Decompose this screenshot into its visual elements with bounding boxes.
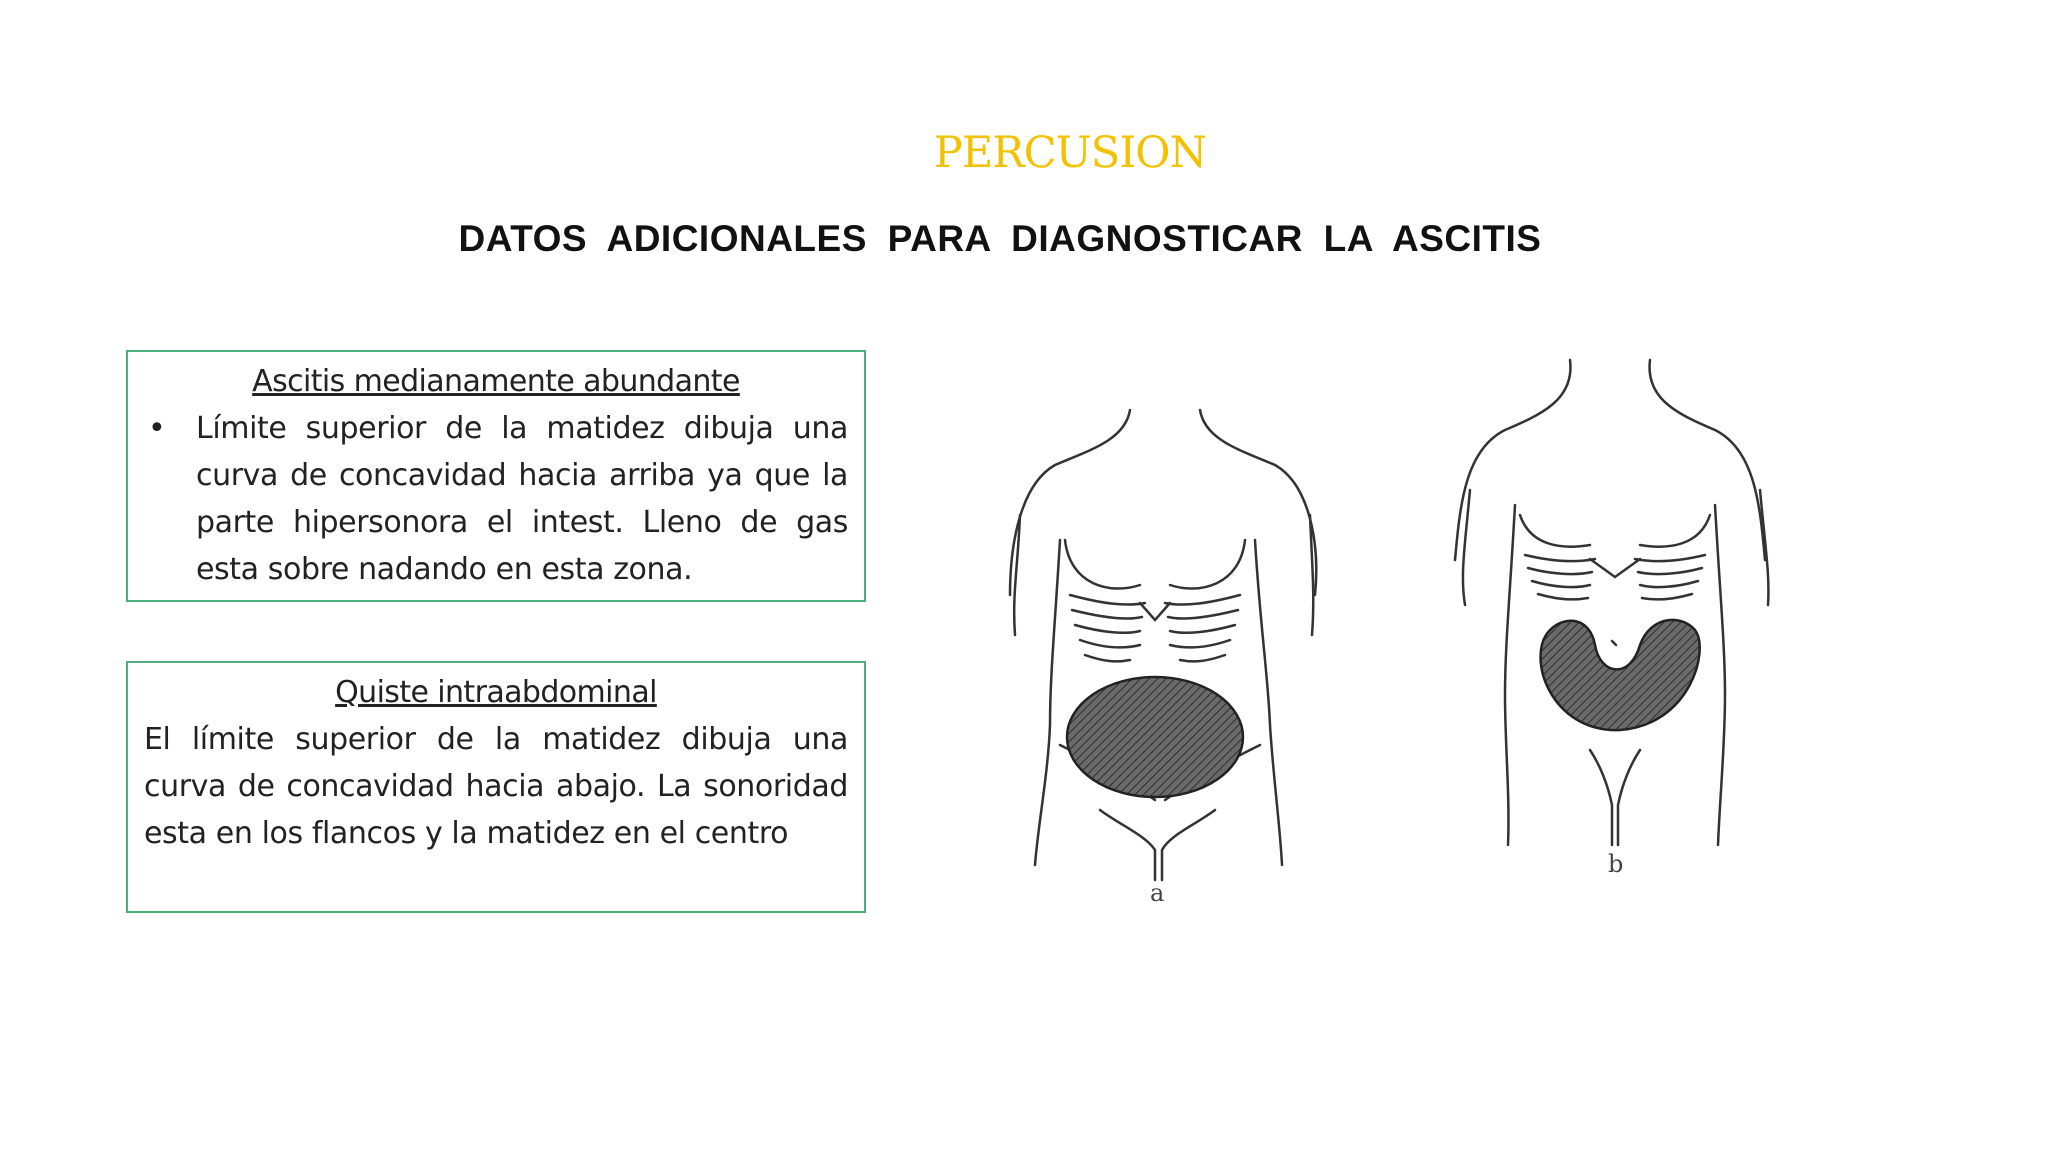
percussion-illustration (990, 345, 1830, 920)
figure-label-b: b (1608, 850, 1624, 878)
figure-label-a: a (1150, 879, 1165, 907)
ascitis-heading: Ascitis medianamente abundante (252, 364, 740, 399)
quiste-description: El límite superior de la matidez dibuja una curva de concavidad hacia abajo. La sonoridad esta en los flancos y la matidez en el centro (144, 722, 848, 851)
bullet-icon: • (148, 411, 166, 446)
ascitis-description: Límite superior de la matidez dibuja una curva de concavidad hacia arriba ya que la parte hipersonora el intest. Lleno de gas esta sobre nadando en esta zona. (196, 411, 848, 587)
torso-figure-a (1010, 410, 1316, 880)
quiste-heading: Quiste intraabdominal (335, 675, 657, 710)
quiste-box (126, 661, 866, 913)
ascitis-box (126, 350, 866, 602)
dullness-area-b (1541, 620, 1700, 730)
slide-title: PERCUSION (933, 128, 1207, 178)
torso-figure-b (1455, 360, 1768, 845)
dullness-area-a (1067, 677, 1243, 797)
slide-subtitle: DATOS ADICIONALES PARA DIAGNOSTICAR LA ASCITIS (458, 218, 1542, 259)
ascitis-bullet-item (144, 405, 848, 593)
